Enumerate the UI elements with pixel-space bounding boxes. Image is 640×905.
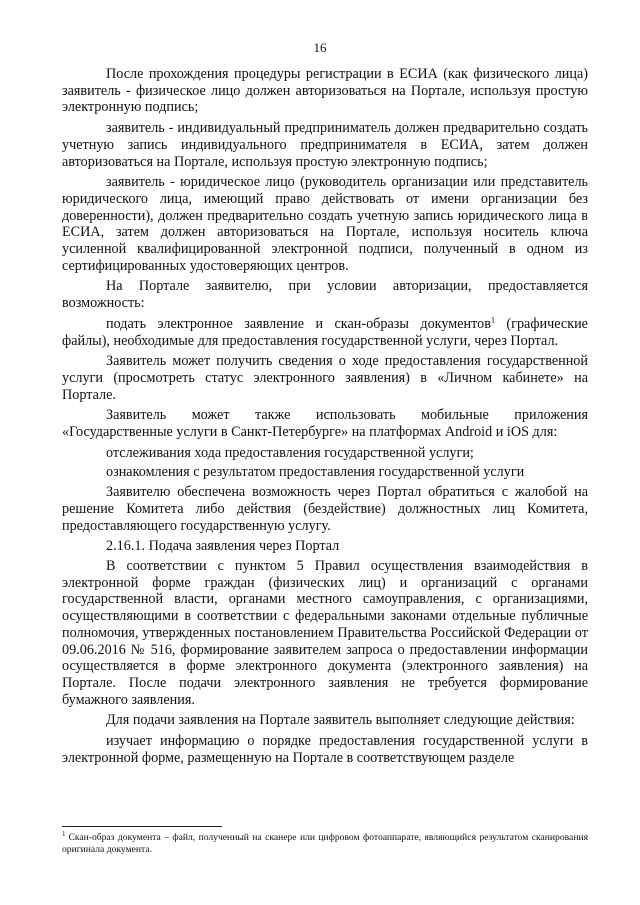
paragraph-submission-steps: Для подачи заявления на Портале заявитель выполняет следующие действия: [106,712,575,729]
page-number: 16 [313,40,327,55]
footnote-reference: 1 [490,315,495,325]
paragraph-complaint: Заявителю обеспечена возможность через Портал обратиться с жалобой на решение Комитета либо действия (бездействие) должностных лиц Комитета, предоставляющего государственную услугу. [62,484,588,534]
paragraph-status-tracking: Заявитель может получить сведения о ходе предоставления государственной услуги (просмотреть статус электронного заявления) в «Личном кабинете» на Портале. [62,353,588,403]
paragraph-study-information: изучает информацию о порядке предоставления государственной услуги в электронной форме, размещенную на Портале в соответствующем разделе [62,733,588,766]
footnote [62,829,588,856]
section-heading-2-16-1: 2.16.1. Подача заявления через Портал [106,538,340,555]
footnote-divider [62,826,222,827]
paragraph-submit-application [62,316,588,349]
paragraph-mobile-apps: Заявитель может также использовать мобильные приложения «Государственные услуги в Санкт-Петербурге» на платформах Android и iOS для: [62,407,588,441]
submit-text-before: подать электронное заявление и скан-образы документов [106,315,491,332]
paragraph-result-item: ознакомления с результатом предоставления государственной услуги [106,464,525,481]
paragraph-tracking-item: отслеживания хода предоставления государственной услуги; [106,444,474,461]
footnote-marker: 1 [62,829,66,838]
paragraph-entrepreneur-auth: заявитель - индивидуальный предприниматель должен предварительно создать учетную запись индивидуального предпринимателя в ЕСИА, затем должен авторизоваться на Портале, используя простую электронную подпись; [62,120,588,170]
submit-text-after: (графические файлы), необходимые для предоставления государственной услуги, через Портал. [62,315,588,349]
document-body [62,66,588,770]
paragraph-portal-possibilities: На Портале заявителю, при условии авторизации, предоставляется возможность: [62,278,588,312]
paragraph-regulation-516: В соответствии с пунктом 5 Правил осуществления взаимодействия в электронной форме граждан (физических лиц) и организаций с органами государственной власти, органами местного самоуправления, с организациями, осуществляющими в соответствии с федеральными законами отдельные публичные полномочия, утвержденных постановлением Правительства Российской Федерации от 09.06.2016 № 516, формирование заявителем запроса о предоставлении информации осуществляется в форме электронного документа (электронного заявления) на Портале. После подачи электронного заявления не требуется формирование бумажного заявления. [62,557,588,708]
paragraph-legal-entity-auth: заявитель - юридическое лицо (руководитель организации или представитель юридического лица, имеющий право действовать от имени организации без доверенности), должен предварительно создать учетную запись юридического лица в ЕСИА, затем должен авторизоваться на Портале, используя носитель ключа усиленной квалифицированной электронной подписи, полученный в одном из сертифицированных удостоверяющих центров. [62,174,588,274]
footnote-text: Скан-образ документа – файл, полученный на сканере или цифровом фотоаппарате, являющийся результатом сканирования оригинала документа. [62,832,588,855]
paragraph-individual-auth: После прохождения процедуры регистрации в ЕСИА (как физического лица) заявитель - физическое лицо должен авторизоваться на Портале, используя простую электронную подпись; [62,66,588,116]
